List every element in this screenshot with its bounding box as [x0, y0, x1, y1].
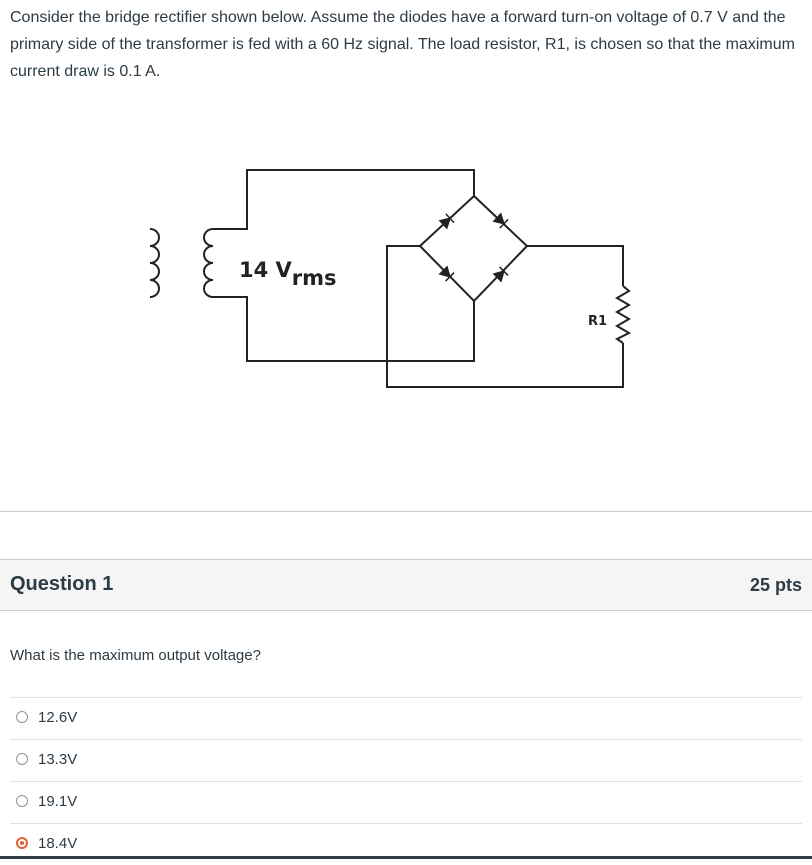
radio-button-selected[interactable] [16, 837, 28, 849]
primary-coil [150, 229, 159, 297]
answer-option[interactable] [10, 781, 802, 823]
bridge-diamond [420, 196, 527, 301]
bridge-rectifier-diagram [0, 150, 812, 400]
answer-option[interactable] [10, 739, 802, 781]
question-header [0, 559, 812, 611]
wire-output-pos [527, 246, 623, 286]
radio-button[interactable] [16, 711, 28, 723]
svg-text:14 Vrms [239, 258, 337, 290]
source-voltage-subscript: rms [291, 266, 337, 290]
radio-button[interactable] [16, 753, 28, 765]
resistor-label: R1 [588, 314, 608, 329]
answer-label: 18.4V [38, 835, 78, 852]
answer-label: 12.6V [38, 709, 78, 726]
wire-bottom [213, 297, 474, 361]
source-voltage-label: 14 V [239, 258, 292, 282]
resistor-r1 [617, 286, 629, 343]
radio-button[interactable] [16, 795, 28, 807]
question-points: 25 pts [749, 575, 802, 595]
answer-option[interactable] [10, 697, 802, 739]
answer-label: 19.1V [38, 793, 78, 810]
question-text: What is the maximum output voltage? [10, 647, 261, 664]
question-intro-text: Consider the bridge rectifier shown below. Assume the diodes have a forward turn-on voltage of 0.7 V and the primary side of the transformer is fed with a 60 Hz signal. The load resistor, R1, is chosen so that the maximum current draw is 0.1 A. [10, 9, 795, 80]
secondary-coil [204, 229, 213, 297]
wire-top [213, 170, 474, 229]
question-title: Question 1 [10, 573, 114, 595]
divider [0, 511, 812, 512]
answer-label: 13.3V [38, 751, 78, 768]
answer-list [10, 697, 802, 865]
